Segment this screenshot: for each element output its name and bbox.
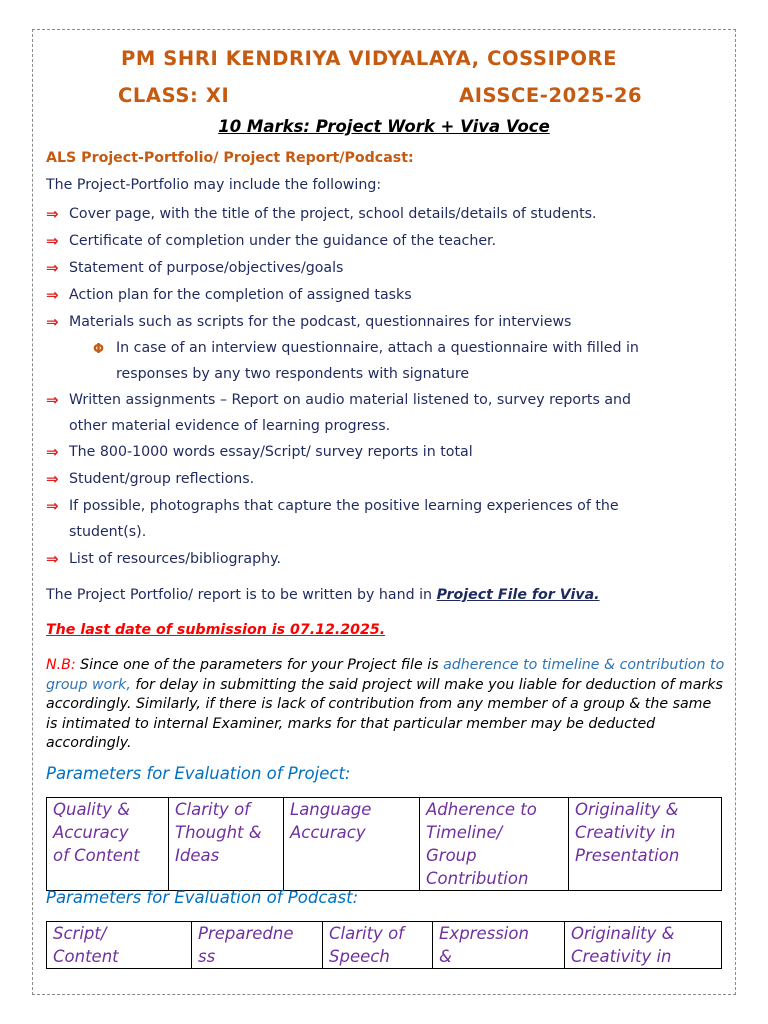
marks-title: 10 Marks: Project Work + Viva Voce	[218, 117, 550, 136]
cell-text: Speech	[329, 947, 390, 966]
table-cell	[192, 922, 323, 969]
exam-label: AISSCE-2025-26	[459, 84, 643, 107]
table-cell	[284, 798, 420, 891]
cell-text: Group	[426, 846, 477, 865]
bullet-arrow-icon: ⇒	[46, 443, 59, 461]
cell-text: Creativity in	[571, 947, 672, 966]
project-params-table	[46, 797, 722, 891]
cell-text: Adherence to	[426, 800, 537, 819]
nb-paragraph: N.B: Since one of the parameters for your Project file is adherence to timeline & contribution to group work, for delay in submitting the said project will make you liable for deduction of marks accordingly. Similarly, if there is lack of contribution from any member of a group & the same is intimated to internal Examiner, marks for that particular member may be deducted accordingly.	[46, 657, 725, 751]
table-cell	[323, 922, 433, 969]
table-cell	[565, 922, 722, 969]
bullet-arrow-icon: ⇒	[46, 470, 59, 488]
table-cell	[569, 798, 722, 891]
cell-text: Accuracy	[290, 823, 366, 842]
list-item: Statement of purpose/objectives/goals	[69, 260, 344, 276]
bullet-arrow-icon: ⇒	[46, 286, 59, 304]
cell-text: Timeline/	[426, 823, 503, 842]
list-item: Student/group reflections.	[69, 471, 255, 487]
section-heading: ALS Project-Portfolio/ Project Report/Podcast:	[46, 150, 414, 166]
bullet-arrow-icon: ⇒	[46, 550, 59, 568]
cell-text: Preparedne	[198, 924, 294, 943]
cell-text: Originality &	[575, 800, 679, 819]
sub-bullet-icon: Φ	[93, 342, 105, 357]
cell-text: ss	[198, 947, 216, 966]
table-cell	[433, 922, 565, 969]
table-cell	[169, 798, 284, 891]
podcast-params-table	[46, 921, 722, 969]
project-params-title: Parameters for Evaluation of Project:	[46, 764, 351, 783]
cell-text: Language	[290, 800, 372, 819]
cell-text: Expression	[439, 924, 529, 943]
nb-label: N.B:	[46, 657, 76, 673]
cell-text: Originality &	[571, 924, 675, 943]
list-item: student(s).	[69, 524, 147, 540]
bullet-arrow-icon: ⇒	[46, 205, 59, 223]
sub-list-item: responses by any two respondents with signature	[116, 366, 470, 382]
podcast-params-title: Parameters for Evaluation of Podcast:	[46, 888, 359, 907]
project-file-link: Project File for Viva.	[436, 587, 600, 603]
list-item: other material evidence of learning progress.	[69, 418, 391, 434]
bullet-arrow-icon: ⇒	[46, 313, 59, 331]
list-item: List of resources/bibliography.	[69, 551, 281, 567]
table-cell	[420, 798, 569, 891]
bullet-arrow-icon: ⇒	[46, 497, 59, 515]
bullet-arrow-icon: ⇒	[46, 259, 59, 277]
cell-text: of Content	[53, 846, 140, 865]
cell-text: Presentation	[575, 846, 680, 865]
list-item: Action plan for the completion of assigned tasks	[69, 287, 412, 303]
cell-text: Script/	[53, 924, 107, 943]
cell-text: Clarity of	[175, 800, 250, 819]
list-item: Certificate of completion under the guidance of the teacher.	[69, 233, 497, 249]
list-item: Materials such as scripts for the podcast, questionnaires for interviews	[69, 314, 572, 330]
written-note: The Project Portfolio/ report is to be written by hand in Project File for Viva.	[46, 587, 600, 603]
section-intro: The Project-Portfolio may include the following:	[46, 177, 382, 193]
list-item: Written assignments – Report on audio material listened to, survey reports and	[69, 392, 632, 408]
cell-text: Accuracy	[53, 823, 129, 842]
school-name: PM SHRI KENDRIYA VIDYALAYA, COSSIPORE	[121, 47, 618, 70]
list-item: If possible, photographs that capture the positive learning experiences of the	[69, 498, 619, 514]
list-item: The 800-1000 words essay/Script/ survey reports in total	[69, 444, 473, 460]
table-cell	[47, 798, 169, 891]
sub-list-item: In case of an interview questionnaire, attach a questionnaire with filled in	[116, 340, 639, 356]
cell-text: Thought &	[175, 823, 262, 842]
table-row	[47, 798, 722, 891]
list-item: Cover page, with the title of the project, school details/details of students.	[69, 206, 597, 222]
cell-text: Ideas	[175, 846, 220, 865]
nb-highlight: adherence to timeline & contribution to group work,	[46, 657, 725, 693]
table-row	[47, 922, 722, 969]
bullet-arrow-icon: ⇒	[46, 391, 59, 409]
cell-text: Content	[53, 947, 119, 966]
cell-text: Clarity of	[329, 924, 404, 943]
cell-text: Creativity in	[575, 823, 676, 842]
cell-text: Contribution	[426, 869, 529, 888]
class-label: CLASS: XI	[118, 84, 230, 107]
cell-text: Quality &	[53, 800, 131, 819]
bullet-arrow-icon: ⇒	[46, 232, 59, 250]
last-date-notice: The last date of submission is 07.12.2025.	[46, 622, 386, 638]
cell-text: &	[439, 947, 452, 966]
table-cell	[47, 922, 192, 969]
